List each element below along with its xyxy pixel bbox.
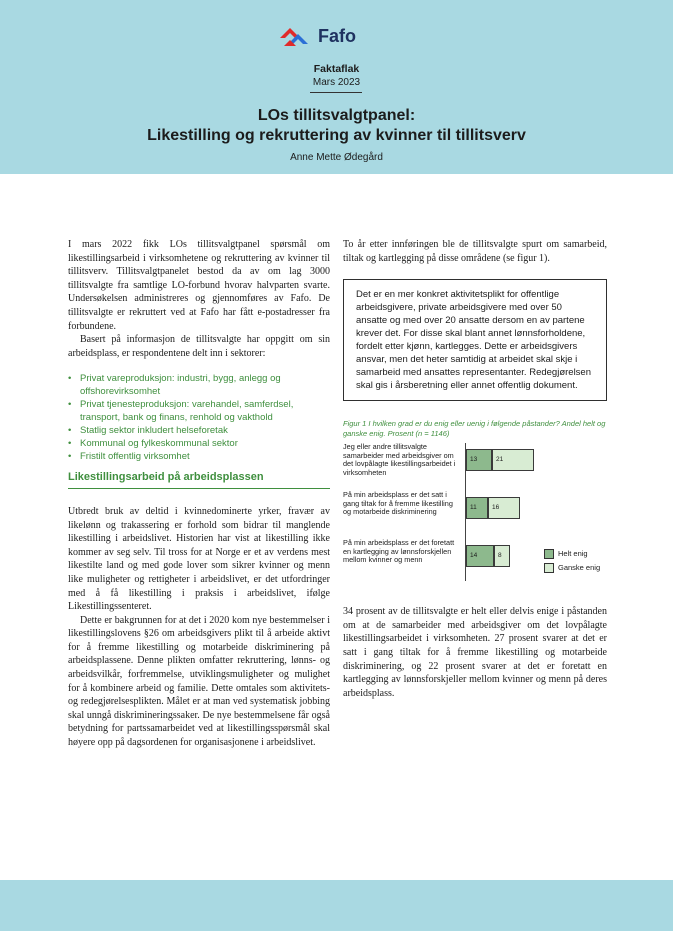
legend-swatch-helt bbox=[544, 549, 554, 559]
chart-figure-1 bbox=[343, 439, 607, 609]
logo-text: Fafo bbox=[318, 25, 356, 46]
doc-type: Faktaflak bbox=[313, 63, 360, 75]
data-label: 13 bbox=[470, 456, 478, 464]
bullet-icon: • bbox=[68, 425, 72, 437]
fafo-logo[interactable] bbox=[278, 24, 356, 48]
bar-label-3: På min arbeidsplass er det foretatt en kartlegging av lønnsforskjellen mellom kvinner og menn bbox=[343, 538, 455, 565]
data-label: 16 bbox=[492, 504, 500, 512]
data-label: 21 bbox=[496, 456, 504, 464]
legend-helt-enig: Helt enig bbox=[544, 549, 588, 559]
doc-date: Mars 2023 bbox=[312, 77, 361, 88]
sector-intro: Basert på informasjon de tillitsvalgte har oppgitt om sin arbeidsplass, er respondentene delt inn i sektorer: bbox=[68, 334, 330, 359]
author: Anne Mette Ødegård bbox=[290, 152, 383, 163]
bar-label-1: Jeg eller andre tillitsvalgte samarbeider med arbeidsgiver om det lovpålagte likestillingsarbeidet i virksomheten bbox=[343, 442, 456, 477]
data-label: 8 bbox=[498, 552, 502, 560]
data-label: 14 bbox=[470, 552, 478, 560]
sector-list bbox=[68, 372, 330, 463]
list-item: • Kommunal og fylkeskommunal sektor bbox=[68, 438, 238, 450]
list-item: • Fristilt offentlig virksomhet bbox=[68, 451, 190, 463]
list-item: • Privat vareproduksjon: industri, bygg, anlegg og offshorevirksomhet bbox=[68, 373, 281, 398]
bullet-icon: • bbox=[68, 373, 72, 385]
bar-helt-enig-3 bbox=[466, 545, 494, 567]
legend-swatch-ganske bbox=[544, 563, 554, 573]
intro-paragraph: I mars 2022 fikk LOs tillitsvalgtpanel spørsmål om likestillingsarbeid i virksomhetene og rekruttering av kvinner til tillitsverv. Tillitsvalgtpanelet bestod da av om lag 3000 tillitsvalgte fra samtlige LO-forbund hvorav halvparten svarte. Undersøkelsen administreres og gjennomføres av Fafo. De tillitsvalgte er rekruttert ved at Fafo har fått e-postadresser fra forbundene. bbox=[68, 239, 330, 332]
left-column bbox=[68, 238, 330, 750]
body-paragraph-2: Dette er bakgrunnen for at det i 2020 kom nye bestemmelser i likestillingslovens §26 om arbeidsgivers plikt til å arbeide aktivt for å fremme likestilling og motarbeide diskriminering på arbeidsplassene. Denne plikten omfatter rekruttering, lønns- og arbeidsvilkår, forfremmelse, utviklingsmuligheter og mulighet for å kombinere arbeid og familie. Dette omtales som aktivitets- og redegjørelsesplikten. Målet er at man ved systematisk jobbing skal unngå diskrimineringssaker. De nye bestemmelsene får også betydning for partssamarbeidet ved at likestillingsspørsmål skal høyere opp på dagsordenen for organisasjonene i arbeidslivet. bbox=[68, 614, 330, 749]
page-title bbox=[0, 106, 673, 146]
list-item: • Privat tjenesteproduksjon: varehandel, samferdsel, transport, bank og finans, renhold og vakthold bbox=[68, 399, 294, 424]
bullet-icon: • bbox=[68, 399, 72, 411]
legend-ganske-enig: Ganske enig bbox=[544, 563, 600, 573]
body-paragraph-1: Utbredt bruk av deltid i kvinnedominerte yrker, fravær av likelønn og trakassering er forhold som bidrar til manglende likestilling i arbeidslivet. Historien har vist at likestilling ikke kommer av seg selv. Til tross for at Norge er et av verdens mest likestilte land og med gode lover som sikrer kvinner og menn like muligheter og rettigheter i arbeidslivet, er det utfordringer med å få likestilling i praksis i arbeidslivet, ifølge Likestillingssenteret. bbox=[68, 505, 330, 613]
right-intro: To år etter innføringen ble de tillitsvalgte spurt om samarbeid, tiltak og kartlegging på disse områdene (se figur 1). bbox=[343, 239, 607, 264]
bar-label-2: På min arbeidsplass er det satt i gang tiltak for å fremme likestilling og motarbeide diskriminering bbox=[343, 490, 453, 517]
list-item: • Statlig sektor inkludert helseforetak bbox=[68, 425, 228, 437]
title-line-2: Likestilling og rekruttering av kvinner til tillitsverv bbox=[147, 127, 526, 144]
bullet-icon: • bbox=[68, 451, 72, 463]
data-label: 11 bbox=[470, 504, 477, 512]
title-line-1: LOs tillitsvalgtpanel: bbox=[257, 107, 416, 124]
bar-ganske-enig-2 bbox=[488, 497, 520, 519]
right-column bbox=[343, 238, 607, 700]
bar-helt-enig-2 bbox=[466, 497, 488, 519]
section-heading: Likestillingsarbeid på arbeidsplassen bbox=[68, 471, 330, 489]
bullet-icon: • bbox=[68, 438, 72, 450]
bar-ganske-enig-1 bbox=[492, 449, 534, 471]
fafo-logo-icon bbox=[278, 24, 314, 48]
footer-band bbox=[0, 880, 673, 931]
header-divider bbox=[310, 92, 362, 93]
bar-ganske-enig-3 bbox=[494, 545, 510, 567]
bar-helt-enig-1 bbox=[466, 449, 492, 471]
figure-caption: Figur 1 I hvilken grad er du enig eller uenig i følgende påstander? Andel helt og ganske enig. Prosent (n = 1146) bbox=[343, 419, 606, 439]
info-box: Det er en mer konkret aktivitetsplikt for offentlige arbeidsgivere, private arbeidsgivere med over 50 ansatte og med over 20 ansatte dersom en av partene krever det. For disse skal blant annet lønnsforholdene, fordelt etter kjønn, kartlegges. Dette er arbeidsgivers ansvar, men det heter samtidig at arbeidet skal skje i samarbeid med ansattes representanter. Redegjørelsen skal gis i årsberetning eller annet offentlig dokument. bbox=[343, 279, 607, 401]
after-chart-paragraph: 34 prosent av de tillitsvalgte er helt eller delvis enige i påstanden om at de samarbeider med arbeidsgiver om det lovpålagte likestillingsarbeidet i virksomheten. 27 prosent svarer at det er satt i gang tiltak for å fremme likestilling og motarbeide diskriminering, og 22 prosent svarer at det er foretatt en kartlegging av lønnsforskjeller mellom kvinner og menn på deres arbeidsplass. bbox=[343, 606, 607, 699]
